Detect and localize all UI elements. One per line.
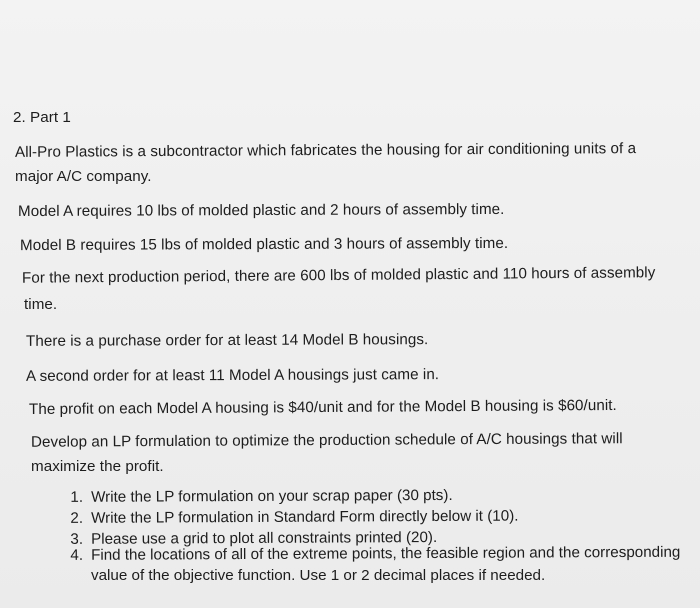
task-number: 3. bbox=[70, 530, 84, 548]
production-capacity-line-1: For the next production period, there are 600 lbs of molded plastic and 110 hours of assembly bbox=[21, 264, 656, 287]
task-text-continuation: value of the objective function. Use 1 or 2 decimal places if needed. bbox=[91, 567, 546, 584]
intro-paragraph-line-2: major A/C company. bbox=[15, 168, 152, 185]
task-text: Write the LP formulation on your scrap paper (30 pts). bbox=[91, 486, 453, 506]
task-number: 2. bbox=[70, 509, 84, 527]
task-text: Write the LP formulation in Standard Form directly below it (10). bbox=[91, 507, 519, 527]
task-text: Find the locations of all of the extreme points, the feasible region and the corresponding bbox=[91, 543, 681, 564]
question-heading: 2. Part 1 bbox=[13, 109, 71, 126]
task-instruction-line-1: Develop an LP formulation to optimize the production schedule of A/C housings that will bbox=[30, 430, 623, 451]
profit-statement: The profit on each Model A housing is $40/unit and for the Model B housing is $60/unit. bbox=[28, 396, 617, 419]
model-b-order: There is a purchase order for at least 14 Model B housings. bbox=[25, 331, 429, 350]
model-a-order: A second order for at least 11 Model A housings just came in. bbox=[25, 366, 440, 385]
task-instruction-line-2: maximize the profit. bbox=[31, 458, 164, 475]
task-number: 1. bbox=[70, 488, 84, 506]
model-b-requirements: Model B requires 15 lbs of molded plastic and 3 hours of assembly time. bbox=[19, 234, 509, 255]
task-text: Please use a grid to plot all constraints printed (20). bbox=[91, 528, 438, 548]
model-a-requirements: Model A requires 10 lbs of molded plastic and 2 hours of assembly time. bbox=[17, 200, 505, 221]
intro-paragraph-line-1: All-Pro Plastics is a subcontractor which fabricates the housing for air conditioning units of a bbox=[14, 140, 637, 161]
production-capacity-line-2: time. bbox=[24, 296, 58, 313]
task-number: 4. bbox=[70, 546, 84, 564]
